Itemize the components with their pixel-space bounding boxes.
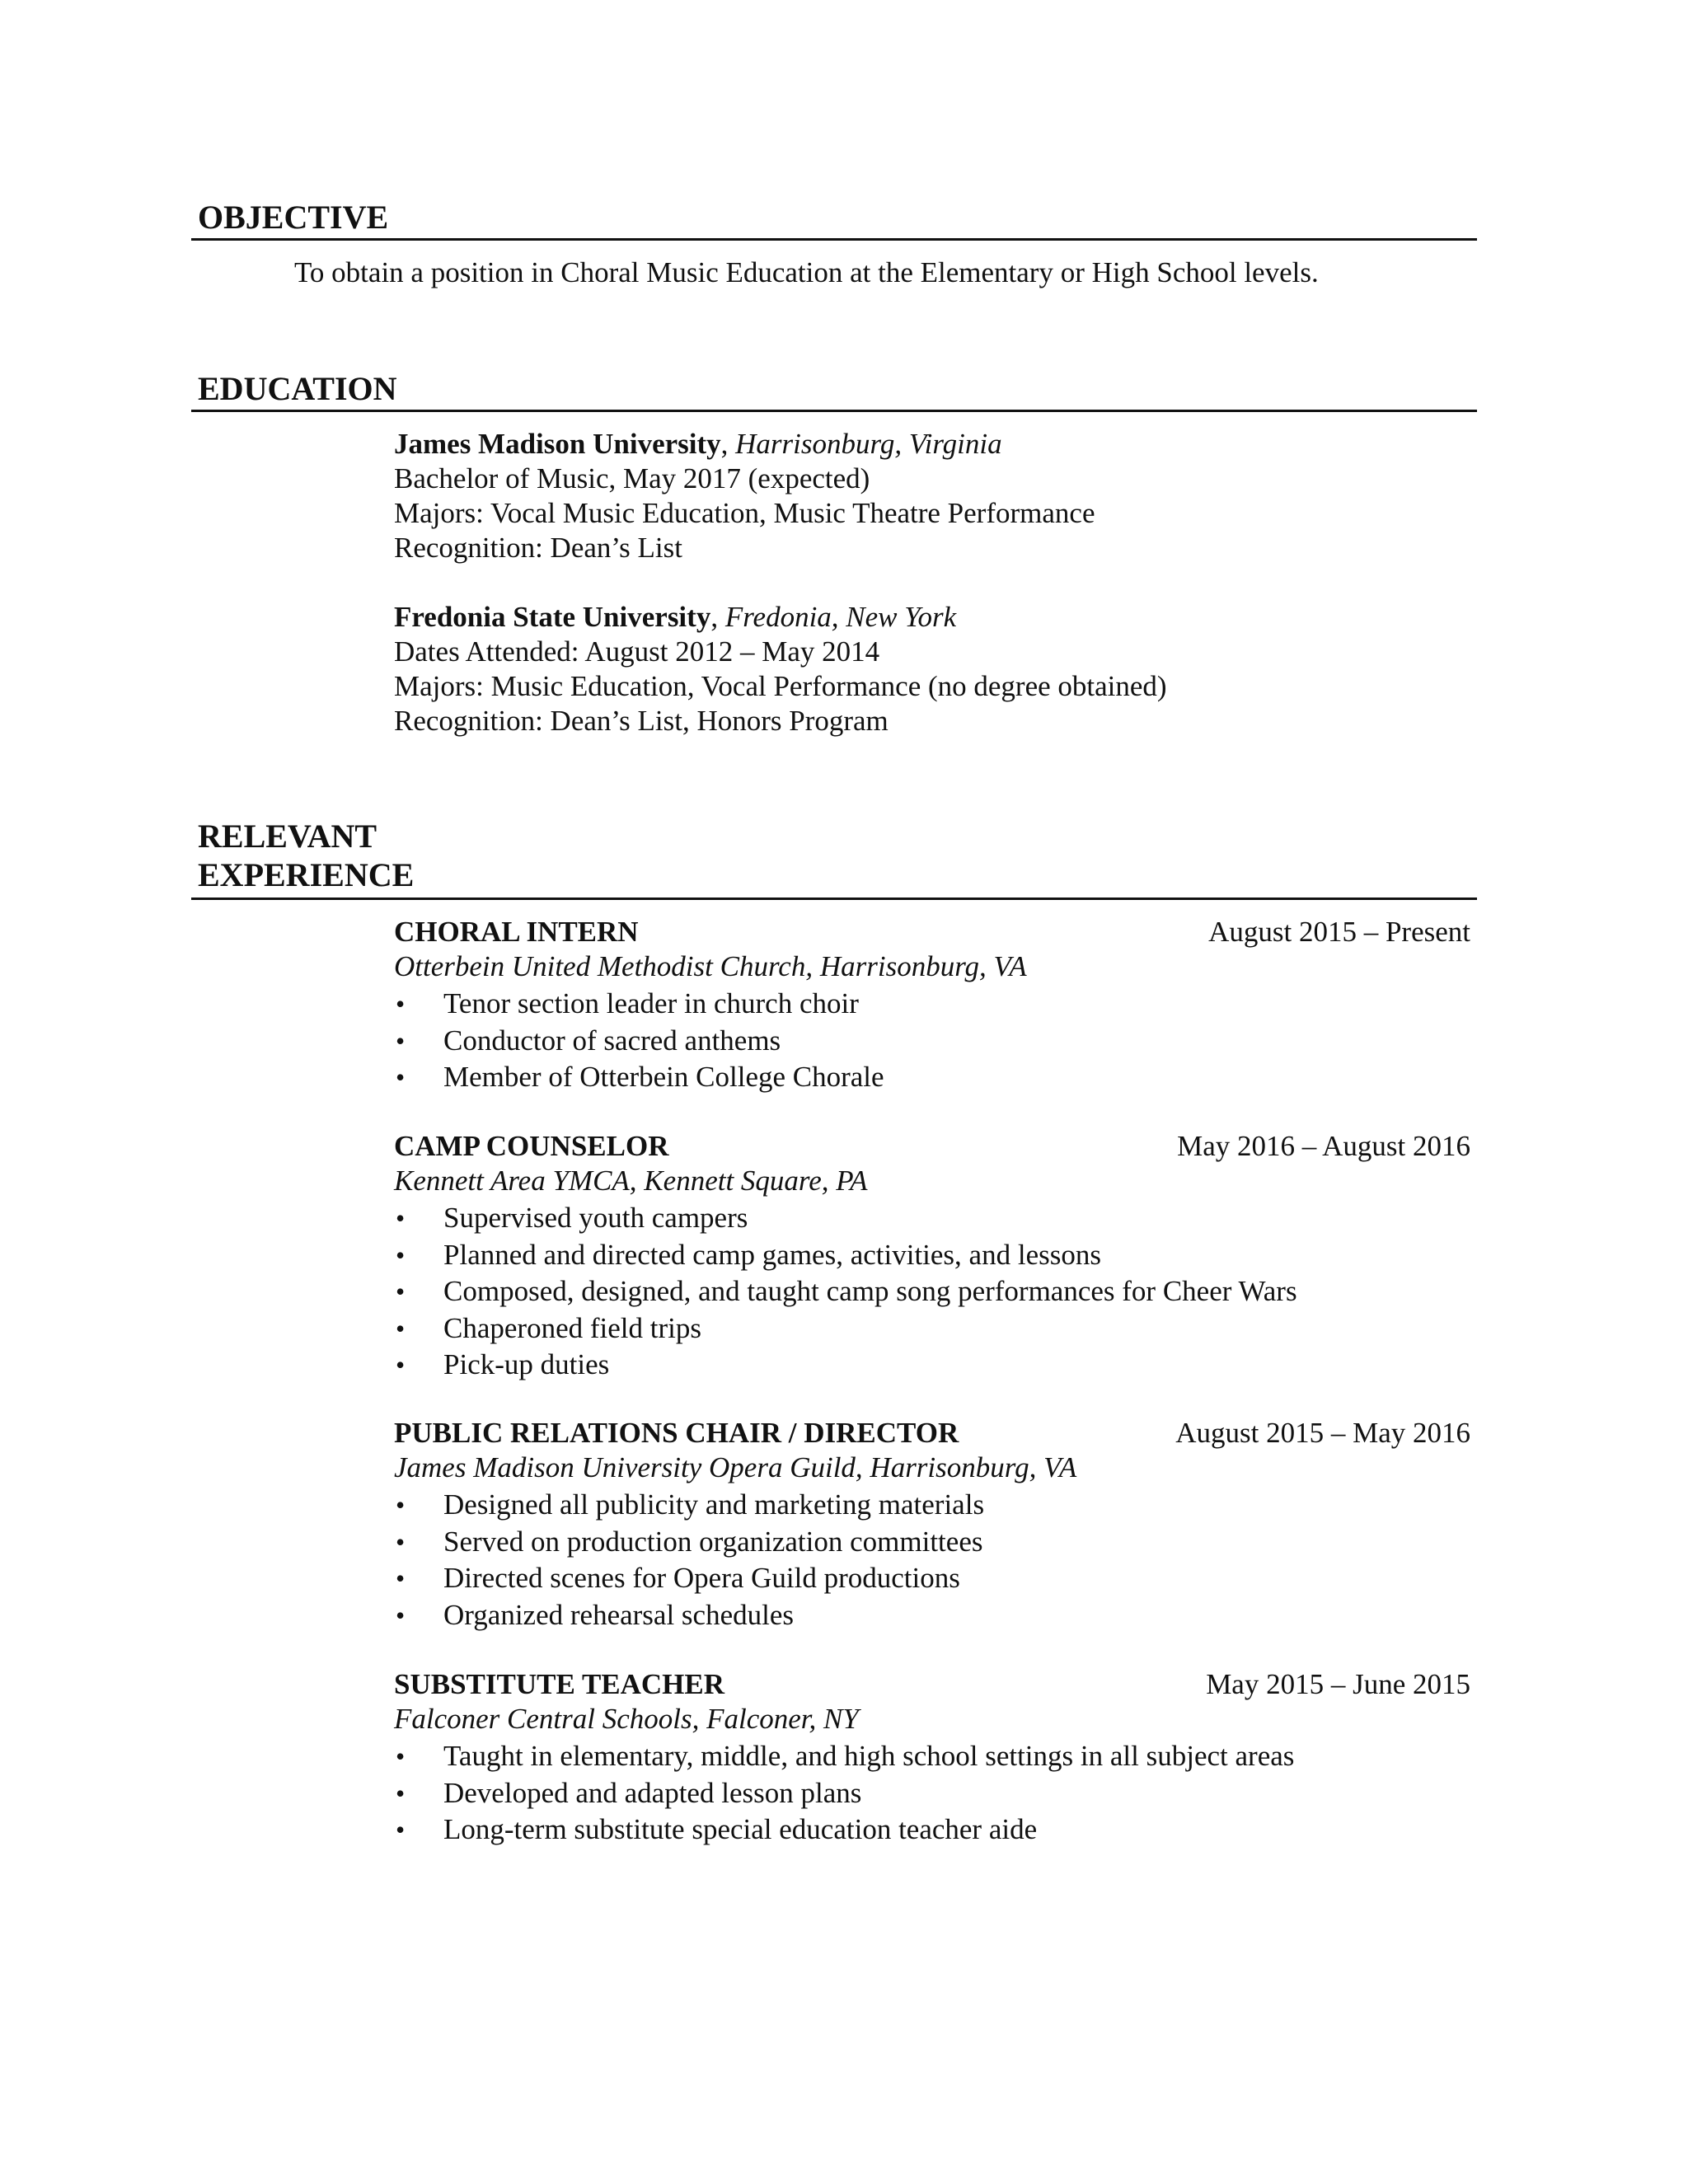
school-degree: Bachelor of Music, May 2017 (expected) — [394, 462, 870, 494]
school-majors: Majors: Vocal Music Education, Music Theatre Performance — [394, 497, 1095, 529]
school-name: Fredonia State University — [394, 601, 711, 633]
job-dates: May 2015 – June 2015 — [1206, 1668, 1470, 1700]
job-bullet: • Composed, designed, and taught camp song performances for Cheer Wars — [394, 1273, 1297, 1310]
school-dates: Dates Attended: August 2012 – May 2014 — [394, 635, 880, 668]
job-bullet: • Supervised youth campers — [394, 1200, 1297, 1237]
job-dates: August 2015 – May 2016 — [1175, 1417, 1470, 1449]
job-title: CHORAL INTERN — [394, 916, 639, 948]
job-title: CAMP COUNSELOR — [394, 1130, 669, 1162]
job-bullet: • Planned and directed camp games, activities, and lessons — [394, 1237, 1297, 1274]
school-header: Fredonia State University, Fredonia, New York — [394, 601, 957, 633]
job-bullet-list — [394, 1487, 984, 1633]
job-title: SUBSTITUTE TEACHER — [394, 1668, 725, 1700]
job-title: PUBLIC RELATIONS CHAIR / DIRECTOR — [394, 1417, 959, 1449]
job-bullet: • Directed scenes for Opera Guild productions — [394, 1560, 984, 1597]
job-organization: Falconer Central Schools, Falconer, NY — [394, 1703, 859, 1735]
job-bullet: • Tenor section leader in church choir — [394, 986, 884, 1023]
education-heading: EDUCATION — [198, 370, 397, 407]
job-organization: James Madison University Opera Guild, Harrisonburg, VA — [394, 1451, 1077, 1483]
objective-text: To obtain a position in Choral Music Education at the Elementary or High School levels. — [294, 256, 1319, 288]
job-dates: August 2015 – Present — [1208, 916, 1470, 948]
job-bullet: • Designed all publicity and marketing materials — [394, 1487, 984, 1524]
job-bullet: • Long-term substitute special education teacher aide — [394, 1811, 1294, 1849]
experience-heading-line1: RELEVANT — [198, 818, 377, 855]
objective-heading: OBJECTIVE — [198, 199, 389, 236]
objective-rule — [191, 238, 1477, 241]
job-bullet: • Taught in elementary, middle, and high school settings in all subject areas — [394, 1738, 1294, 1775]
job-organization: Otterbein United Methodist Church, Harrisonburg, VA — [394, 950, 1027, 982]
school-recognition: Recognition: Dean’s List, Honors Program — [394, 705, 889, 737]
job-bullet: • Developed and adapted lesson plans — [394, 1775, 1294, 1812]
experience-rule — [191, 898, 1477, 900]
job-bullet-list — [394, 1200, 1297, 1384]
school-location: Fredonia, New York — [724, 601, 957, 633]
school-location: Harrisonburg, Virginia — [735, 428, 1002, 460]
job-bullet-list — [394, 986, 884, 1096]
school-recognition: Recognition: Dean’s List — [394, 532, 682, 564]
job-bullet: • Organized rehearsal schedules — [394, 1597, 984, 1634]
school-majors: Majors: Music Education, Vocal Performance (no degree obtained) — [394, 670, 1167, 702]
education-rule — [191, 410, 1477, 412]
job-bullet: • Conductor of sacred anthems — [394, 1023, 884, 1060]
job-bullet: • Pick-up duties — [394, 1347, 1297, 1384]
job-organization: Kennett Area YMCA, Kennett Square, PA — [394, 1165, 868, 1197]
job-dates: May 2016 – August 2016 — [1177, 1130, 1470, 1162]
school-header: James Madison University, Harrisonburg, Virginia — [394, 428, 1002, 460]
job-bullet: • Served on production organization committees — [394, 1524, 984, 1561]
experience-heading-line2: EXPERIENCE — [198, 856, 415, 893]
job-bullet-list — [394, 1738, 1294, 1849]
job-bullet: • Chaperoned field trips — [394, 1310, 1297, 1347]
job-bullet: • Member of Otterbein College Chorale — [394, 1059, 884, 1096]
school-name: James Madison University — [394, 428, 721, 460]
